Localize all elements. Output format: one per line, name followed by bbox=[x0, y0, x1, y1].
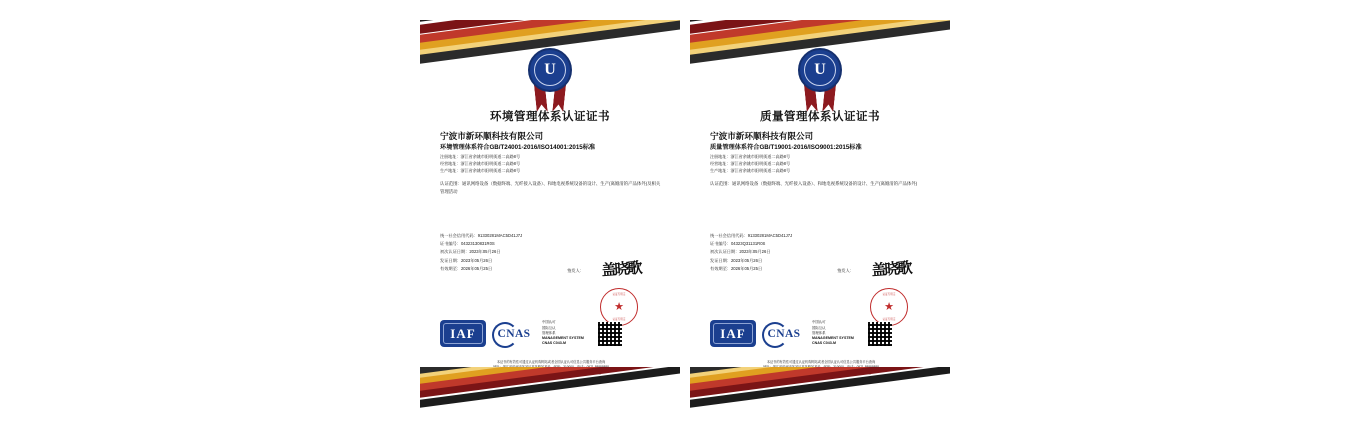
address-line: 经营地址：浙江省余姚市阳明街道二高路8号 bbox=[710, 160, 791, 166]
cnas-code: CNAS C043-M bbox=[542, 341, 566, 346]
certificate-title: 质量管理体系认证证书 bbox=[760, 111, 880, 123]
cnas-code: CNAS C043-M bbox=[812, 341, 836, 346]
cnas-caption-cn-3: 管理体系 bbox=[812, 330, 826, 335]
accreditation-logos bbox=[440, 320, 622, 347]
cnas-caption-en: MANAGEMENT SYSTEM bbox=[812, 335, 854, 340]
bottom-ribbon-banner bbox=[690, 367, 950, 415]
emblem-letter: U bbox=[534, 54, 566, 86]
scope-label: 认证范围： bbox=[710, 181, 732, 186]
meta-initial-date: 初次认证日期：2023年05月26日 bbox=[710, 249, 771, 255]
meta-issue-date: 发证日期：2023年05月26日 bbox=[710, 257, 763, 263]
scope-block bbox=[710, 180, 932, 188]
scope-block bbox=[440, 180, 662, 195]
address-line: 经营地址：浙江省余姚市阳明街道二高路8号 bbox=[440, 160, 521, 166]
cnas-caption-cn-3: 管理体系 bbox=[542, 330, 556, 335]
emblem-letter: U bbox=[804, 54, 836, 86]
iaf-logo-icon: IAF bbox=[440, 320, 486, 347]
standard-reference: 质量管理体系符合GB/T19001-2016/ISO9001:2015标准 bbox=[710, 144, 862, 151]
meta-expiry-date: 有效期至：2026年05月25日 bbox=[710, 265, 763, 271]
certificate-title: 环境管理体系认证证书 bbox=[490, 111, 610, 123]
certificate-environment[interactable] bbox=[420, 20, 680, 415]
address-line: 生产地址：浙江省余姚市阳明街道二高路8号 bbox=[710, 167, 791, 173]
address-line: 注册地址：浙江省余姚市阳明街道二高路8号 bbox=[440, 154, 521, 159]
star-icon: ★ bbox=[884, 300, 894, 313]
cnas-logo-icon bbox=[762, 320, 806, 347]
iaf-logo-icon: IAF bbox=[710, 320, 756, 347]
company-name: 宁波市新环顺科技有限公司 bbox=[440, 131, 544, 141]
scope-label: 认证范围： bbox=[440, 181, 462, 186]
stamp-top-text: 认证专用章 bbox=[612, 293, 626, 296]
meta-credit-code: 统一社会信用代码：91330281MAC5D41J7J bbox=[710, 233, 793, 238]
meta-credit-code: 统一社会信用代码：91330281MAC5D41J7J bbox=[440, 233, 523, 238]
standard-reference: 环境管理体系符合GB/T24001-2016/ISO14001:2015标准 bbox=[440, 144, 596, 151]
qr-code-icon[interactable] bbox=[598, 322, 622, 346]
meta-issue-date: 发证日期：2023年05月26日 bbox=[440, 257, 493, 263]
cnas-logo-icon bbox=[492, 320, 536, 347]
company-name: 宁波市新环顺科技有限公司 bbox=[710, 131, 814, 141]
cnas-caption-cn-1: 中国认可 bbox=[542, 320, 556, 325]
star-icon: ★ bbox=[614, 300, 624, 313]
address-line: 注册地址：浙江省余姚市阳明街道二高路8号 bbox=[710, 154, 791, 159]
scope-text: 通讯网络设备（数据终端、光纤接入设备）、和地电视系统设备的设计、生产(离婚清的产品体外) bbox=[731, 181, 918, 186]
cnas-caption bbox=[542, 320, 584, 346]
bottom-ribbon-banner bbox=[420, 367, 680, 415]
scope-text: 通讯网络设备（数据终端、光纤接入设备）、和地电视系统设备的设计、生产(离婚清的产品体外)及相关管理活动 bbox=[440, 181, 661, 194]
stamp-bottom-text: 认证专用章 bbox=[882, 318, 896, 321]
meta-initial-date: 初次认证日期：2023年05月26日 bbox=[440, 249, 501, 255]
address-line: 生产地址：浙江省余姚市阳明街道二高路8号 bbox=[440, 167, 521, 173]
stamp-top-text: 认证专用章 bbox=[882, 293, 896, 296]
address-block bbox=[440, 154, 662, 174]
meta-expiry-date: 有效期至：2026年05月25日 bbox=[440, 265, 493, 271]
cnas-caption bbox=[812, 320, 854, 346]
certification-emblem-icon bbox=[521, 46, 579, 112]
certificate-quality[interactable] bbox=[690, 20, 950, 415]
signature-label: 签发人： bbox=[837, 268, 854, 273]
certification-emblem-icon bbox=[791, 46, 849, 112]
meta-certificate-number: 证书编号：04323130831R0S bbox=[440, 241, 495, 247]
footer-line: 本证书的有效性可通过认证机构网站或者全国认证认可信息公共服务平台查询 bbox=[766, 360, 876, 364]
signature: 盖晓歌 bbox=[601, 260, 642, 280]
cnas-caption-cn-2: 国际互认 bbox=[542, 325, 556, 330]
cnas-text: CNAS bbox=[497, 327, 531, 340]
cnas-text: CNAS bbox=[767, 327, 801, 340]
cnas-caption-cn-2: 国际互认 bbox=[812, 325, 826, 330]
certificate-meta bbox=[440, 232, 522, 273]
certificate-meta bbox=[710, 232, 792, 273]
address-block bbox=[710, 154, 932, 174]
footer-line: 本证书的有效性可通过认证机构网站或者全国认证认可信息公共服务平台查询 bbox=[496, 360, 606, 364]
qr-code-icon[interactable] bbox=[868, 322, 892, 346]
accreditation-logos bbox=[710, 320, 892, 347]
meta-certificate-number: 证书编号：04323Q31131R0S bbox=[710, 241, 766, 247]
signature-label: 签发人： bbox=[567, 268, 584, 273]
cnas-caption-cn-1: 中国认可 bbox=[812, 320, 826, 325]
signature: 盖晓歌 bbox=[871, 260, 912, 280]
cnas-caption-en: MANAGEMENT SYSTEM bbox=[542, 335, 584, 340]
stamp-bottom-text: 认证专用章 bbox=[612, 318, 626, 321]
